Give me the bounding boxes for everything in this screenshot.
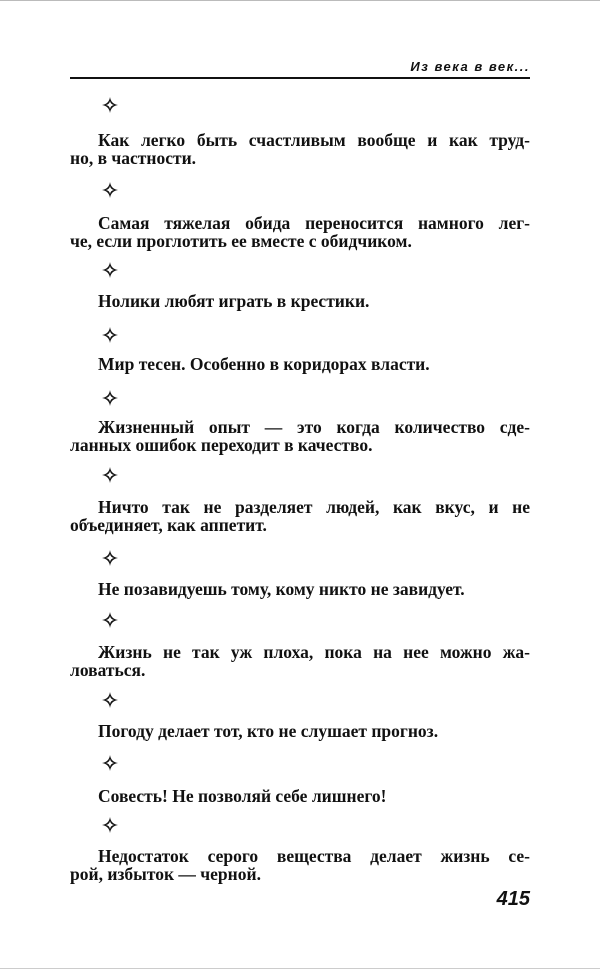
aphorism-line: че, если проглотить ее вместе с обидчиком. bbox=[70, 230, 412, 251]
aphorism-line: но, в частности. bbox=[70, 147, 197, 168]
aphorism-line: Совесть! Не позволяй себе лишнего! bbox=[98, 786, 387, 806]
aphorism-line: Самая тяжелая обида переносится намного лег- bbox=[98, 213, 530, 233]
four-point-star-icon bbox=[102, 467, 118, 483]
aphorism bbox=[70, 788, 530, 806]
scan-edge-top bbox=[0, 0, 600, 1]
four-point-star-icon bbox=[102, 755, 118, 771]
scan-edge-bottom bbox=[0, 968, 600, 969]
four-point-star-icon bbox=[102, 97, 118, 113]
aphorism-line: рой, избыток — черной. bbox=[70, 863, 261, 884]
aphorism-line: Нолики любят играть в крестики. bbox=[98, 291, 370, 311]
aphorism-line: Погоду делает тот, кто не слушает прогноз. bbox=[98, 721, 439, 741]
aphorism-line: Мир тесен. Особенно в коридорах власти. bbox=[98, 354, 430, 374]
aphorism bbox=[70, 132, 530, 167]
aphorism-line: объединяет, как аппетит. bbox=[70, 514, 267, 535]
page-number: 415 bbox=[496, 888, 530, 910]
four-point-star-icon bbox=[102, 327, 118, 343]
aphorism bbox=[70, 723, 530, 741]
aphorism bbox=[70, 581, 530, 599]
aphorism bbox=[70, 293, 530, 311]
aphorism bbox=[70, 419, 530, 454]
aphorism bbox=[70, 215, 530, 250]
aphorism-line: Не позавидуешь тому, кому никто не завидует. bbox=[98, 579, 465, 599]
aphorism-line: Недостаток серого вещества делает жизнь се- bbox=[98, 846, 530, 866]
four-point-star-icon bbox=[102, 550, 118, 566]
aphorism-line: ланных ошибок переходит в качество. bbox=[70, 434, 373, 455]
aphorism bbox=[70, 848, 530, 883]
four-point-star-icon bbox=[102, 390, 118, 406]
running-head: Из века в век... bbox=[410, 59, 530, 74]
header-rule bbox=[70, 77, 530, 79]
four-point-star-icon bbox=[102, 182, 118, 198]
aphorism bbox=[70, 499, 530, 534]
four-point-star-icon bbox=[102, 612, 118, 628]
four-point-star-icon bbox=[102, 692, 118, 708]
aphorism bbox=[70, 356, 530, 374]
aphorism-line: Как легко быть счастливым вообще и как труд- bbox=[98, 130, 530, 150]
aphorism-line: Ничто так не разделяет людей, как вкус, и не bbox=[98, 497, 530, 517]
four-point-star-icon bbox=[102, 817, 118, 833]
aphorism-line: Жизненный опыт — это когда количество сде- bbox=[98, 417, 530, 437]
four-point-star-icon bbox=[102, 262, 118, 278]
aphorism-line: ловаться. bbox=[70, 659, 146, 680]
aphorism-line: Жизнь не так уж плоха, пока на нее можно жа- bbox=[98, 642, 530, 662]
aphorism bbox=[70, 644, 530, 679]
